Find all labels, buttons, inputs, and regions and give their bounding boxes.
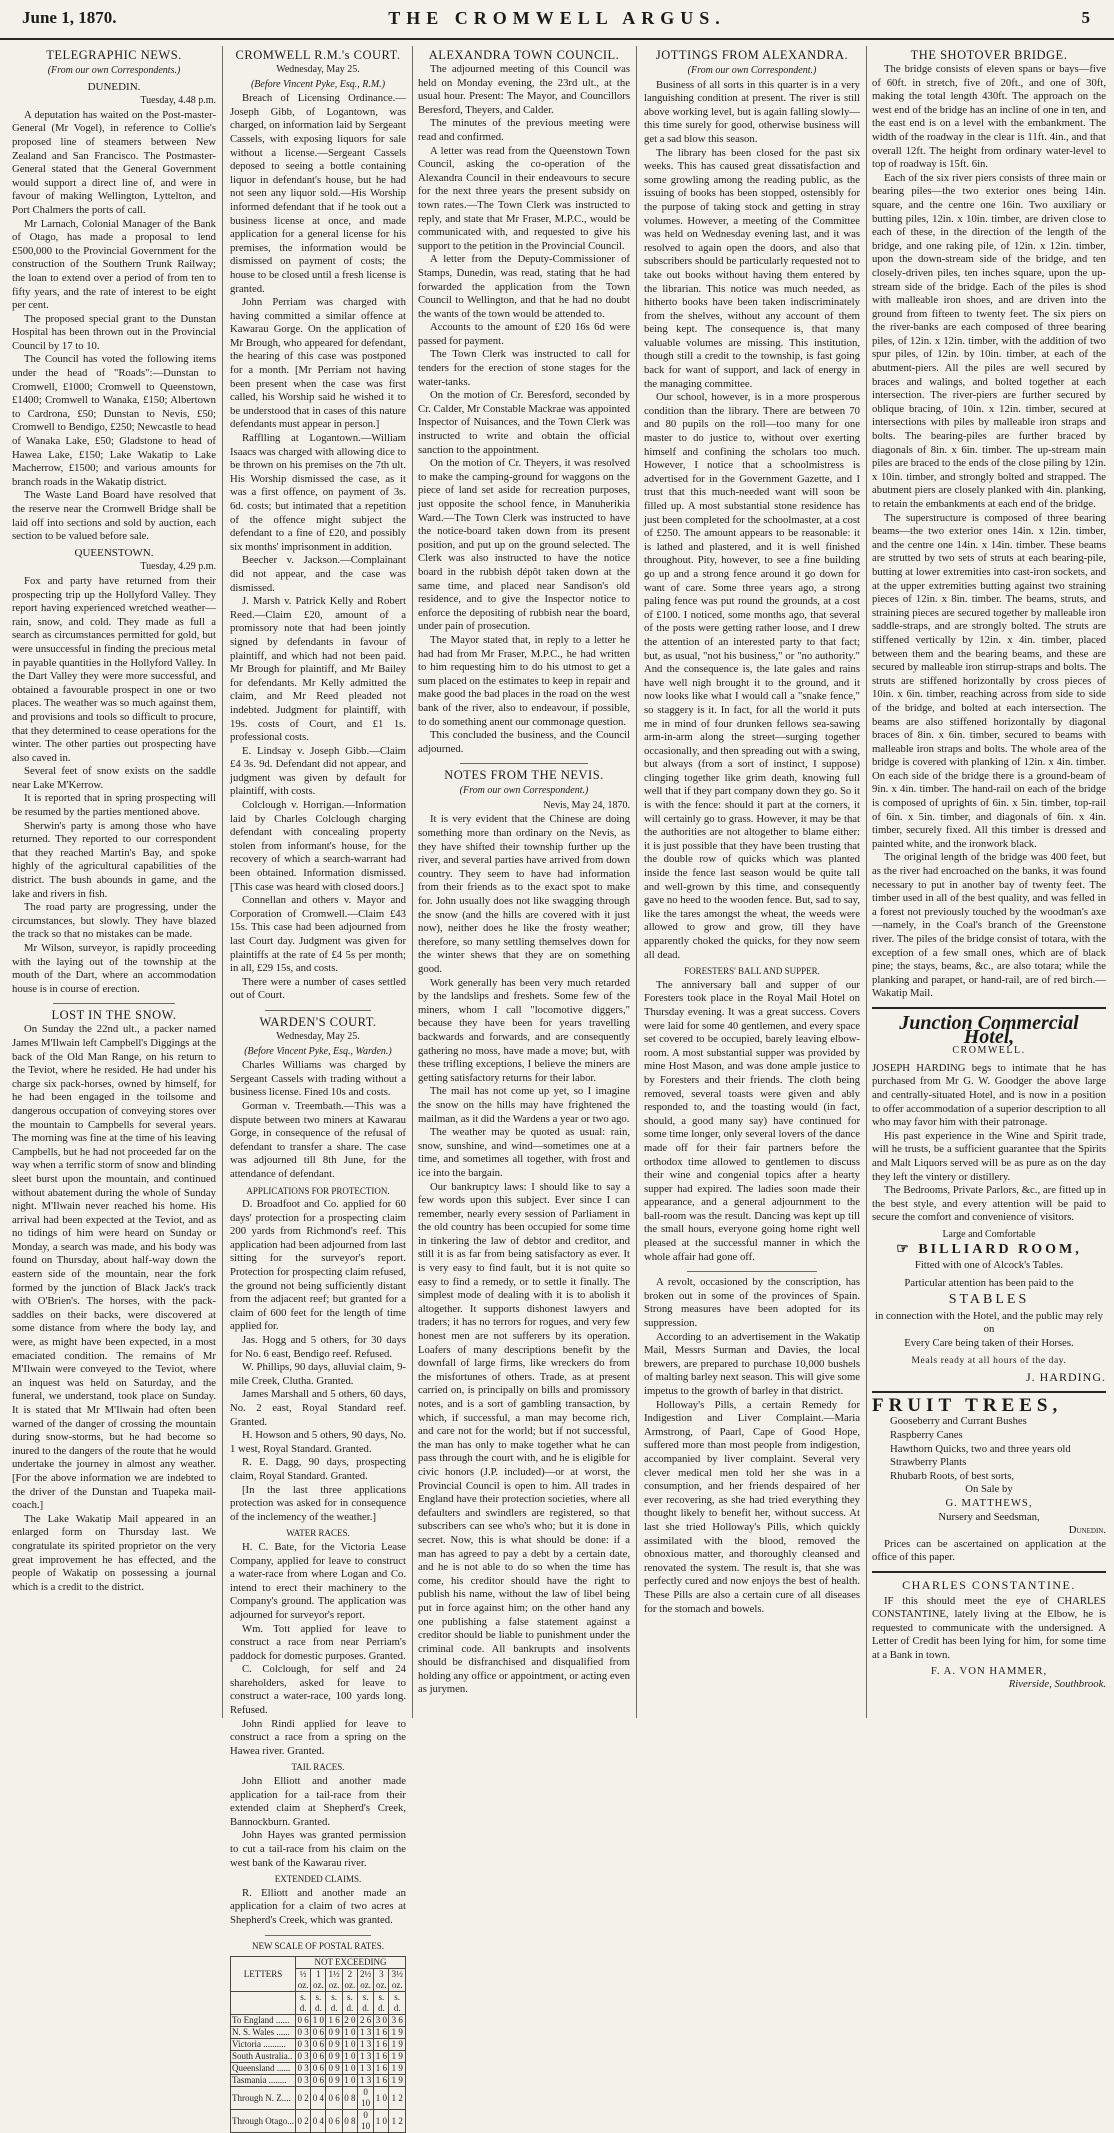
article-paragraph: There were a number of cases settled out of Court. <box>230 975 406 1002</box>
article-paragraph: The road party are progressing, under the circumstances, but slowly. They have blazed the track so that no mistakes can be made. <box>12 901 216 941</box>
article-paragraph: H. C. Bate, for the Victoria Lease Company, applied for leave to construct a water-race from where Logan and Co. intend to erect their machinery to the Company's ground. The application was adjourned for surveyor's report. <box>230 1540 406 1621</box>
before-line: (Before Vincent Pyke, Esq., R.M.) <box>250 78 386 90</box>
rate-value: 0 3 <box>296 2027 311 2039</box>
rate-value: 0 6 <box>312 2075 324 2086</box>
rate-value: 0 6 <box>312 2039 324 2050</box>
rate-value: 1 9 <box>389 2027 406 2039</box>
section-title-shotover-bridge: THE SHOTOVER BRIDGE. <box>910 48 1068 62</box>
table-header: LETTERS <box>231 1957 296 1992</box>
article-paragraph: The proposed special grant to the Dunstan Hospital has been thrown out in the Provincial Council by 17 to 10. <box>12 312 216 352</box>
issue-date: June 1, 1870. <box>22 8 117 27</box>
article-paragraph: A letter was read from the Queenstown Town Council, asking the co-operation of the Alexandra Council in their endeavours to secure for the next three years the present subsidy on town rates.—The Town Clerk was instructed to reply, and state that Mr Fraser, M.P.C., would be communicated with, and requested to give his support to the petition in the Provincial Council. <box>418 144 630 252</box>
rate-value: 1 9 <box>389 2039 406 2051</box>
rate-value: 2 0 <box>344 2015 356 2026</box>
column-1 <box>8 44 220 1720</box>
subheading: APPLICATIONS FOR PROTECTION. <box>246 1185 390 1196</box>
article-paragraph: H. Howson and 5 others, 90 days, No. 1 west, Royal Standard. Granted. <box>230 1429 406 1455</box>
article-paragraph: Breach of Licensing Ordinance.—Joseph Gibb, of Logantown, was charged, on information laid by Sergeant Cassels, with exposing liquors for sale without a license.—Sergeant Cassels deposed to seeing a bottle containing liquor in defendant's house, but he had not seen any liquor sold.—His Worship informed defendant that if he took out a business license at once, and made application for a general license for his premises, the information would be dismissed on payment of costs; the house to be closed until a fresh license is granted. <box>230 92 406 295</box>
rate-destination: Queensland ...... <box>231 2063 296 2075</box>
rate-value: 0 9 <box>326 2075 343 2087</box>
article-paragraph: Mr Wilson, surveyor, is rapidly proceeding with the laying out of the township at the mouth of the Dart, where an accommodation house is in course of erection. <box>12 942 216 995</box>
table-cell <box>231 1992 296 2015</box>
dateline-place: DUNEDIN. <box>87 80 141 93</box>
article-paragraph: Charles Williams was charged by Sergeant Cassels with trading without a business license. Fined 10s and costs. <box>230 1059 406 1099</box>
article-paragraph: John Elliott and another made application for a tail-race from their extended claim at Shepherd's Creek, Bannockburn. Granted. <box>230 1775 406 1828</box>
table-row <box>231 2015 406 2027</box>
article-paragraph: D. Broadfoot and Co. applied for 60 days' protection for a prospecting claim 200 yards from Richmond's reef. This application had been adjourned from last sitting for the surveyor's report. Protection for prospecting claim refused, the ground not being sufficiently distant from the adjacent reef; but granted for a claim of 600 feet for the length of time applied for. <box>230 1198 406 1333</box>
rate-value: 1 0 <box>344 2063 356 2074</box>
rate-value: 0 6 <box>312 2051 324 2062</box>
rate-value: 1 0 <box>374 2110 389 2133</box>
column-rule <box>636 46 637 1718</box>
article-paragraph: The Council has voted the following items under the head of "Roads":—Dunstan to Cromwell, £1000; Cromwell to Queenstown, £1400; Cromwell to Wanaka, £150; Albertown to Cardrona, £50; Dunstan to Nevis, £50; Cromwell to Bendigo, £250; Newcastle to head of Wanaka Lake, £50; Gladstone to head of Hawea Lake, £150; Lake Wakatip to Lake Macherrow, £1500; and various amounts for branch roads in the Wakatip district. <box>12 353 216 488</box>
rate-value: 0 9 <box>326 2039 343 2051</box>
table-row <box>231 2039 406 2051</box>
subheading: WATER RACES. <box>286 1528 350 1539</box>
rate-value: 1 2 <box>389 2110 406 2133</box>
rate-value: 1 0 <box>374 2087 389 2110</box>
article-paragraph: On the motion of Cr. Theyers, it was resolved to make the camping-ground for waggons on the piece of land set aside for recreation purposes, just opposite the school fence, in Manuherikia Ward.—The Town Clerk was instructed to have the notice-board taken down from its present position, and put up on the ground selected. The Clerk was also instructed to have the notice board in the rubbish dépôt taken down at the same time, and placed near Sandison's old residence, and to give the Inspector notice to enforce the depositing of rubbish near the board, under pain of prosecution. <box>418 457 630 633</box>
article-paragraph: Work generally has been very much retarded by the landslips and freshets. Some few of the miners, whom I call "locomotive diggers," because they have been for years travelling backwards and forwards, and are consequently gathering no moss, have made a move; but, with these trifling exceptions, I believe the miners are getting satisfactory returns for their labor. <box>418 976 630 1084</box>
dateline-time: Tuesday, 4.48 p.m. <box>140 95 216 107</box>
rate-destination: Through N. Z.... <box>231 2087 296 2110</box>
article-paragraph: Gorman v. Treembath.—This was a dispute between two miners at Kawarau Gorge, in consequence of the refusal of defendant to transfer a share. The case was adjourned till 8th June, for the attendance of defendant. <box>230 1099 406 1180</box>
dateline-time: Tuesday, 4.29 p.m. <box>140 561 216 573</box>
rate-value: 0 4 <box>311 2087 326 2110</box>
rate-destination: Through Otago... <box>231 2110 296 2133</box>
rate-value: 1 6 <box>375 2027 388 2038</box>
subheading: FORESTERS' BALL AND SUPPER. <box>684 966 820 977</box>
byline: (From our own Correspondent.) <box>687 65 817 76</box>
rate-destination: Tasmania ........ <box>231 2075 296 2087</box>
advert-paragraph: His past experience in the Wine and Spirit trade, will he trusts, be a sufficient guarantee that the Spirits and Malt Liquors served will be as pure as on the day they left the vintery or distillery. <box>872 1129 1106 1183</box>
article-paragraph: James Marshall and 5 others, 60 days, No. 2 east, Royal Standard reef. Granted. <box>230 1388 406 1428</box>
divider <box>265 1010 371 1011</box>
unit-cell: s. d. <box>357 1992 374 2015</box>
postal-rates-rows <box>231 1992 406 2133</box>
column-rule <box>222 46 223 1718</box>
article-paragraph: Accounts to the amount of £20 16s 6d were passed for payment. <box>418 321 630 347</box>
table-row <box>231 2075 406 2087</box>
table-row <box>231 2051 406 2063</box>
list-item: Strawberry Plants <box>890 1456 967 1469</box>
list-item: Hawthorn Quicks, two and three years old <box>890 1442 1071 1455</box>
column-4 <box>640 44 864 1720</box>
unit-cell: s. d. <box>389 1992 406 2015</box>
section-title-telegraphic: TELEGRAPHIC NEWS. <box>46 48 182 62</box>
table-row <box>231 2087 406 2110</box>
article-paragraph: This concluded the business, and the Council adjourned. <box>418 729 630 755</box>
rate-value: 1 6 <box>375 2063 388 2074</box>
advert-line: On Sale by <box>965 1483 1013 1496</box>
advert-rule <box>872 1007 1106 1009</box>
rate-value: 0 9 <box>326 2051 343 2063</box>
rate-value: 1 9 <box>389 2075 406 2087</box>
rate-value: 1 3 <box>357 2039 374 2051</box>
article-paragraph: The minutes of the previous meeting were read and confirmed. <box>418 117 630 143</box>
article-paragraph: Rafflling at Logantown.—William Isaacs was charged with allowing dice to be thrown on his premises on the 7th ult. His Worship dismissed the case, as it was a first offence, on payment of 3s. 6d. costs; but intimated that a repetition of the offence might subject the defendant to a fine of £20, and possibly six months' imprisonment in addition. <box>230 432 406 553</box>
unit-cell: s. d. <box>311 1992 326 2015</box>
postal-rates-title: NEW SCALE OF POSTAL RATES. <box>251 1940 385 1951</box>
byline: (From our own Correspondent.) <box>459 785 589 797</box>
article-paragraph: The bridge consists of eleven spans or bays—five of 60ft. in stretch, five of 20ft., and one of 30ft, making the total length 430ft. The approach on the west end of the bridge has an incline of one in ten, and the east end is on a level with the embankment. The width of the roadway in the clear is 11ft. 4in., and that overall 12ft. The height from ordinary water-level to top of roadway is 15ft. 6in. <box>872 63 1106 171</box>
article-paragraph: On the motion of Cr. Beresford, seconded by Cr. Calder, Mr Constable Mackrae was appointed Inspector of Nuisances, and the Town Clerk was instructed to write and obtain the official sanction to the appointment. <box>418 389 630 456</box>
rate-value: 1 6 <box>375 2051 388 2062</box>
advert-signature: J. HARDING. <box>1026 1370 1106 1385</box>
table-header: ½ oz. <box>296 1969 311 1992</box>
rate-value: 0 2 <box>296 2110 311 2133</box>
article-paragraph: R. E. Dagg, 90 days, prospecting claim, Royal Standard. Granted. <box>230 1456 406 1482</box>
unit-cell: s. d. <box>296 1992 311 2015</box>
column-5 <box>868 44 1110 1720</box>
article-paragraph: R. Elliott and another made an application for a claim of two acres at Shepherd's Creek, which was granted. <box>230 1886 406 1926</box>
rate-value: 0 6 <box>312 2027 324 2038</box>
rate-value: 1 2 <box>389 2087 406 2110</box>
rate-value: 1 0 <box>344 2027 356 2038</box>
article-paragraph: [In the last three applications protection was asked for in consequence of the inclemency of the weather.] <box>230 1483 406 1523</box>
dateline: Wednesday, May 25. <box>276 1030 360 1042</box>
rate-value: 0 8 <box>342 2110 357 2133</box>
before-line: (Before Vincent Pyke, Esq., Warden.) <box>244 1045 392 1057</box>
rate-value: 3 0 <box>375 2015 388 2026</box>
rate-value: 0 8 <box>342 2087 357 2110</box>
divider <box>53 1003 175 1004</box>
article-paragraph: A revolt, occasioned by the conscription, has broken out in some of the provinces of Spain. Strong measures have been adopted for its suppression. <box>644 1276 860 1330</box>
subheading: EXTENDED CLAIMS. <box>274 1874 362 1885</box>
article-paragraph: C. Colclough, for self and 24 shareholders, asked for leave to construct a water-race, 100 yards long. Refused. <box>230 1663 406 1717</box>
article-paragraph: Colclough v. Horrigan.—Information laid by Charles Colclough charging defendant with concealing property stolen from informant's house, for the recovery of which a search-warrant had been obtained. Information dismissed. [This case was heard with closed doors.] <box>230 799 406 893</box>
article-paragraph: The anniversary ball and supper of our Foresters took place in the Royal Mail Hotel on Thursday evening. It was a great success. Covers were laid for some 40 gentlemen, and every space set covered to be occupied, barely leaving elbow-room. A most substantial supper was provided by mine Host Mason, and was done ample justice to by Foresters and their friends. The cloth being removed, several toasts were given and ably responded to, and the toasting would (in fact, should, a good many say) have continued for some time longer, only several lovers of the dance made off for their fair partners before the orthodox time allowed to gentlemen to discuss their wine and congenial topics after a hearty supper had expired. The ladies soon made their appearance, and a general adjournment to the ball-room was the result. Dancing was kept up till the small hours, everyone going home right well pleased at the successful manner in which the whole affair had gone off. <box>644 978 860 1263</box>
list-item: Gooseberry and Currant Bushes <box>890 1415 1027 1428</box>
rate-value: 0 9 <box>326 2063 343 2075</box>
section-title-wardens-court: WARDEN'S COURT. <box>259 1014 377 1029</box>
rate-value: 1 3 <box>357 2075 374 2087</box>
subheading: TAIL RACES. <box>291 1762 345 1773</box>
article-paragraph: John Perriam was charged with having committed a similar offence at Kawarau Gorge. On the application of Mr Brough, who appeared for defendant, the hearing of this case was postponed for a month. [Mr Perriam not having been present when the case was first called, his Worship said he wished it to be understood that in cases of this nature defendants must appear in person.] <box>230 296 406 431</box>
rate-value: 0 4 <box>311 2110 326 2133</box>
article-paragraph: Sherwin's party is among those who have returned. They reported to our correspondent that they reached Martin's Bay, and spoke highly of the agricultural capabilities of the district. The bush abounds in game, and the lake and rivers in fish. <box>12 819 216 900</box>
rate-value: 1 0 <box>344 2039 356 2050</box>
article-paragraph: Business of all sorts in this quarter is in a very languishing condition at present. The river is still above working level, but is again falling slowly—this time surely for good, otherwise business will get a sad blow this season. <box>644 78 860 145</box>
article-paragraph: E. Lindsay v. Joseph Gibb.—Claim £4 3s. 9d. Defendant did not appear, and judgment was given by default for plaintiff, with costs. <box>230 744 406 798</box>
article-paragraph: Each of the six river piers consists of three main or bearing piles—the two exterior ones being 14in. square, and the centre one 16in. Two auxiliary or butting piles, 12in. x 10in. timber, are driven close to each of these, in the direction of the length of the bridge, and one raking pile, of 12in. x 12in. timber, upon the down-stream side of the bridge, and ten closely-driven piles, ten inches square, upon the up-stream side of the bridge. Each of the piles is shod with malleable iron shoes, and are driven into the ground from fifteen to twenty feet. The six piers on the river-banks are each composed of three bearing piles, of 12in. x 12in. timber, with the addition of two spur piles, of 12in. by 10in. timber, at each of the abutment-piers. All the piles are well secured by braces and walings, and bolted together at each intersection. The river-piers are further secured by oblique bracing, of 10in. x 12in. timber, secured at intersections with piles by malleable iron straps and bolts. The bearing-piles are further braced by diagonals of 8in. x 6in. timber. The up-stream main piles are braced to the ends of the close piling by 12in. x 10in. timber, and strongly bolted and strapped. The abutment piers are closely planked with 4in. planking, to retain the embankments at each end of the bridge. <box>872 171 1106 510</box>
table-row <box>231 2110 406 2133</box>
advert-rule <box>872 1571 1106 1573</box>
advert-signature: F. A. VON HAMMER, <box>930 1664 1048 1677</box>
advert-paragraph: The Bedrooms, Private Parlors, &c., are fitted up in the best style, and every attention will be paid to secure the comfort and convenience of visitors. <box>872 1184 1106 1224</box>
article-paragraph: The adjourned meeting of this Council was held on Monday evening, the 23rd ult., at the usual hour. Present: The Mayor, and Councillors Beresford, Theyers, and Calder. <box>418 63 630 116</box>
article-paragraph: Fox and party have returned from their prospecting trip up the Hollyford Valley. They report having experienced wretched weather—rain, snow, and cold. They made as full a search as circumstances permitted for gold, but were unsuccessful in finding the precious metal in payable quantities in the Hollyford Valley. In the Dart Valley they were more successful, and obtained a favourable prospect in one or two places. The weather was so much against them, and provisions and tools so difficult to procure, that they determined to cease operations for the winter. The other parties out prospecting have also caved in. <box>12 574 216 764</box>
table-row <box>231 1992 406 2015</box>
table-header: 3½ oz. <box>389 1969 406 1992</box>
rate-value: 1 3 <box>357 2051 374 2063</box>
table-header: 1½ oz. <box>326 1969 343 1992</box>
article-paragraph: A letter from the Deputy-Commissioner of Stamps, Dunedin, was read, stating that he had forwarded the application from the Town Council to Wellington, and that he had no doubt the wants of the town would be attended to. <box>418 253 630 320</box>
advert-line: Fitted with one of Alcock's Tables. <box>914 1259 1064 1272</box>
rate-value: 2 6 <box>357 2015 374 2027</box>
byline: (From our own Correspondents.) <box>47 65 181 76</box>
column-2 <box>226 44 410 2132</box>
advert-place: Riverside, Southbrook. <box>1008 1678 1106 1691</box>
table-row <box>231 2063 406 2075</box>
advert-place: Dunedin. <box>1068 1524 1106 1537</box>
list-item: Raspberry Canes <box>890 1429 963 1441</box>
rate-value: 0 9 <box>326 2027 343 2039</box>
advert-line: Every Care being taken of their Horses. <box>904 1337 1074 1350</box>
dateline-place: QUEENSTOWN. <box>74 546 154 559</box>
article-paragraph: The superstructure is composed of three bearing beams—the two exterior ones 14in. x 12in. timber, and the centre one 14in. x 14in. timber. These beams are strutted by two sets of struts at each bearing-pile, butting at lower extremities into cast-iron sockets, and at the upper extremities butting against two straining pieces of 12in. x 8in. timber. The beams, struts, and straining pieces are secured together by malleable iron saddle-straps, and are strongly bolted. The struts are stiffened vertically by 12in. x 4in. timber, placed between them and the bearing beams, and these are secured by malleable iron stirrup-straps and bolts. The struts are stiffened horizontally by cross pieces of 10in. x 6in. timber, reaching across from side to side of the bridge, and bolted at each intersection. The beams are also stiffened horizontally by diagonal braces of 8in. x 6in. timber, secured to beams with malleable iron straps and bolts. The whole area of the bridge is covered with planking of 12in. x 4in. timber. On each side of the bridge there is a ground-beam of 9in. x 4in. timber. The hand-rail on each of the bridge is composed of uprights of 6in. x 5in. timber, top-rail of 6in. x 5in. timber, and diagonals of 6in. x 4in. timber, securely fixed. All this timber is dressed and painted white, and the ironwork black. <box>872 511 1106 850</box>
unit-cell: s. d. <box>342 1992 357 2015</box>
rate-destination: N. S. Wales ...... <box>231 2027 296 2039</box>
column-3 <box>414 44 634 1720</box>
pointing-hand-icon: ☞ <box>896 1242 919 1258</box>
rate-value: 0 10 <box>357 2110 374 2133</box>
article-paragraph: The Waste Land Board have resolved that the reserve near the Cromwell Bridge shall be laid off into sections and sold by auction, each section to be valued before sale. <box>12 489 216 543</box>
article-paragraph: The Town Clerk was instructed to call for tenders for the erection of stone stages for the water-tanks. <box>418 348 630 388</box>
article-paragraph: The library has been closed for the past six weeks. This has caused great dissatisfaction and some growling among the reading public, as the issuing of books has been stopped, ostensibly for the purpose of taking stock and getting in stray volumes. However, a meeting of the Committee was held on Wednesday evening last, and it was resolved to again open the doors, and also that subscribers should be particularly requested not to take out books without having them entered by the librarian. This notice was much needed, as hitherto books have been taken indiscriminately from the shelves, without any account of them being kept. The consequence is, that many valuable volumes are missing. This institution, though still a credit to the township, is fast going back for want of support, and lack of energy in the managing committee. <box>644 146 860 390</box>
advert-constantine-title: CHARLES CONSTANTINE. <box>902 1577 1076 1592</box>
advert-line: in connection with the Hotel, and the public may rely on <box>875 1309 1103 1336</box>
table-header: NOT EXCEEDING <box>296 1957 406 1969</box>
article-paragraph: Connellan and others v. Mayor and Corporation of Cromwell.—Claim £43 15s. This case had been adjourned from last Court day. Judgment was given for plaintiffs at the rate of £4 5s per month; in all, £29 15s, and costs. <box>230 894 406 975</box>
rate-value: 1 3 <box>357 2027 374 2039</box>
column-rule <box>866 46 867 1718</box>
dateline: Nevis, May 24, 1870. <box>543 799 630 811</box>
article-paragraph: Our school, however, is in a more prosperous condition than the library. There are between 70 and 80 pupils on the roll—too many for one master to do justice to, without over exerting himself and confining the scholars too much. However, I notice that a schoolmistress is advertised for in the Government Gazette, and I trust that this much-needed want will soon be filled up. A most substantial stone residence has just been completed for the schoolmaster, at a cost of £250. The amount appears to be reasonable: it is lathed and plastered, and it is well finished throughout. Pity, however, to see a fine building go up and a strong fence around it go down for want of care. Some three years ago, a strong paling fence was put round the grounds, at a cost of £100. I noticed, some months ago, that several of the posts were getting rather loose, and I drew the attention of an interested party to that fact; but, as usual, "not his business," or "no authority." And the consequence is, the late gales and rains have well nigh brought it to the ground, and it now looks like what I would call a "snake fence," so staggery is it. In fact, for all the world it puts me in mind of four drunken fellows sea-sawing arm-in-arm along the street—surging together occasionally, and then spreading out with a swing, but always (from a sort of instinct, I suppose) clinging together like grim death, knowing full well that if they part company down they go. So it is with the fence: should it part at the corners, it will certainly go to grass. However, it may be that the authorities are not altogether to blame either: it is just possible that they have been trusting that the double row of quicks which was planted inside the fence last season would be quite tall and well-grown by this time, and consequently gave no heed to the wooden fence. But, sad to say, like the tares amongst the wheat, the weeds were allowed to grow and grow, till they have apparently choked the quicks, for they now seem all dead. <box>644 391 860 961</box>
advert-name: G. MATTHEWS, <box>945 1496 1033 1509</box>
rate-destination: To England ...... <box>231 2015 296 2027</box>
rate-value: 0 6 <box>326 2087 343 2110</box>
page-number: 5 <box>1081 8 1090 27</box>
list-item: Rhubarb Roots, of best sorts, <box>890 1469 1015 1482</box>
article-paragraph: The Mayor stated that, in reply to a letter he had had from Mr Fraser, M.P.C., he had written to him requesting him to do his utmost to get a sum placed on the estimates to keep in repair and make good the bad places in the road on the west bank of the river, also to endeavour, if possible, to do something anent our commonage question. <box>418 633 630 728</box>
table-header: 2½ oz. <box>357 1969 374 1992</box>
advert-line: Particular attention has been paid to the <box>904 1276 1074 1289</box>
advert-rule <box>872 1391 1106 1393</box>
unit-cell: s. d. <box>326 1992 343 2015</box>
rate-value: 0 3 <box>296 2051 311 2063</box>
rate-value: 1 0 <box>312 2015 324 2026</box>
article-paragraph: On Sunday the 22nd ult., a packer named James M'Ilwain left Campbell's Diggings at the back of the Old Man Range, on his return to the Teviot, where he resided. He had under his charge six pack-horses, owned by himself, for he had been engaged in the toilsome and dangerous occupation of conveying stores over the mountain to Campbells for several years. The morning was fine at the time of his leaving Campbells, but he had not proceeded far on the way when a terrific storm of snow and blinding sleet burst upon the mountain, and continued without abatement during the whole of Sunday night. M'Ilwain never reached his home. His arrival had been expected at the Teviot, and as no tidings of him were heard on Sunday or Monday, a search was made, and his body was found on Thursday, about half-way down the eastern side of the mountain, near the fork formed by the junction of Black Jack's track with O'Brien's. The horses, with the pack-saddles on their backs, were discovered at some distance from where the body lay, and were, as might have been expected, in a most emaciated condition. The remains of Mr M'Ilwain were conveyed to the Teviot, where an inquest was held on Saturday, and the funeral, we understand, took place on Sunday. It is stated that Mr M'Ilwain had often been warned of the danger of crossing the mountain during snow-storms, but he had become so inured to the dangers of the route that he would undertake the journey in almost any weather. [For the above information we are indebted to the driver of the Dunstan and Tuapeka mail-coach.] <box>12 1023 216 1512</box>
rate-value: 1 0 <box>344 2075 356 2086</box>
article-paragraph: It is very evident that the Chinese are doing something more than ordinary on the Nevis, as they have shifted their township further up the river, and several parties have arrived from down country. They seem to have had information from their friends as to the exact spot to make for. John usually does not like swagging through the snow (and the hills are covered with it just now), neither does he like the frosty weather; therefore, so many settling themselves down for the winter shews that they are on something good. <box>418 813 630 975</box>
article-paragraph: The weather may be quoted as usual: rain, snow, sunshine, and wind—sometimes one at a time, and sometimes all together, with frost and ice into the bargain. <box>418 1126 630 1179</box>
article-paragraph: J. Marsh v. Patrick Kelly and Robert Reed.—Claim £20, amount of a promissory note that had been jointly signed by defendants in favour of plaintiff, and which had not been paid. Mr Brough for plaintiff, and Mr Bailey for defendants. Mr Kelly admitted the claim, and Mr Reed pleaded not indebted. Judgment for plaintiff, with 19s. costs of Court, and £1 1s. professional costs. <box>230 595 406 744</box>
article-paragraph: Holloway's Pills, a certain Remedy for Indigestion and Liver Complaint.—Maria Armstrong, of Paarl, Cape of Good Hope, suffered more than most people from indigestion, accompanied by liver complaint. Several very clever medical men told her she was in a consumption, and her friends despaired of her ever recovering, as she had tried everything they thought likely to benefit her, without success. At last she tried Holloway's Pills, which quickly assimilated with the blood, removed the obnoxious matter, and thoroughly cleansed and renovated the system. The result is, that she was perfectly cured and now enjoys the best of health. These Pills are also a certain cure of all diseases for the stomach and bowels. <box>644 1398 860 1615</box>
advert-hotel-title: Junction Commercial Hotel, <box>899 1011 1079 1048</box>
table-row <box>231 2027 406 2039</box>
section-title-alexandra-council: ALEXANDRA TOWN COUNCIL. <box>428 48 620 62</box>
article-paragraph: Our bankruptcy laws: I should like to say a few words upon this subject. Ever since I can remember, nearly every session of Parliament in the old country has been occupied for some time in tinkering the law of debtor and creditor, and still it is as far from being satisfactory as ever. It is very easy to find fault, but it is not quite so easy to find a remedy, or to settle it finally. The simplest mode of dealing with it is to abolish it altogether. It supports dishonest lawyers and traders; it has no terrors for rogues, and very few honest men are not sufferers by its operation. Loafers of many descriptions benefit by the downfall of large firms, like wreckers do from the misfortunes of others. Trade, as at present carried on, is principally on bills and promissory notes, and is a sort of gambling transaction, by which, if successful, a man may become rich, and care not for the world; but if not successful, the man has only to make together what he can pass through the court with, and he is eligible for civic honors (J.P. included)—or at worst, the Provincial Council is open to him. All trades in England have their protection societies, where all defaulters and swindlers are registered, so that subscribers can see who's who; but it is done in secret. Now, this is what should be done: if a man has agreed to pay a debt by a certain date, and he is not able to do so when the time has come, his creditor should have the right to publish his name, without the law of libel being put in force against him; on the other hand any one publishing a false statement against a creditor should be liable to punishment under the criminal code. All bankrupts and insolvents should be disfranchised and disqualified from holding any office or appointment, or acting even as jurymen. <box>418 1180 630 1696</box>
rate-value: 1 6 <box>326 2015 343 2027</box>
advert-paragraph: JOSEPH HARDING begs to intimate that he has purchased from Mr G. W. Goodger the above large and centrally-situated Hotel, and is now in a position to offer accommodation of a superior description to all who may favor him with their patronage. <box>872 1061 1106 1129</box>
rate-value: 0 3 <box>296 2039 311 2051</box>
article-paragraph: It is reported that in spring prospecting will be resumed by the parties mentioned above. <box>12 792 216 819</box>
column-rule <box>412 46 413 1718</box>
rate-value: 1 6 <box>375 2039 388 2050</box>
article-paragraph: Beecher v. Jackson.—Complainant did not appear, and the case was dismissed. <box>230 554 406 594</box>
advert-paragraph: Prices can be ascertained on application at the office of this paper. <box>872 1537 1106 1564</box>
divider <box>265 1935 371 1936</box>
rate-value: 0 6 <box>296 2015 311 2027</box>
masthead <box>0 0 1114 40</box>
table-header: 2 oz. <box>342 1969 357 1992</box>
unit-cell: s. d. <box>374 1992 389 2015</box>
article-paragraph: The original length of the bridge was 400 feet, but as the river had encroached on the banks, it was found necessary to put in another bay of twenty feet. The timber used in all of the best quality, and was felled in a forest not previously touched by the woodman's axe—namely, in the Coal's branch of the Greenstone river. The piles of the bridge consist of totara, with the exception of a few small ones, which are of black pine; the stays, beams, &c., are also totara; while the planking and parapet, or hand-rail, are of red birch.—Wakatip Mail. <box>872 851 1106 1000</box>
stables-heading: STABLES <box>948 1292 1030 1308</box>
dateline: Wednesday, May 25. <box>276 64 360 75</box>
advert-line: Meals ready at all hours of the day. <box>911 1355 1067 1366</box>
rate-value: 0 3 <box>296 2063 311 2075</box>
article-paragraph: A deputation has waited on the Post-master-General (Mr Vogel), in reference to Collie's proposed line of steamers between New Zealand and San Francisco. The Postmaster-General stated that the General Government would support a direct line of, and were in favour of making Wellington, Lyttelton, and Port Chalmers the ports of call. <box>12 108 216 216</box>
rate-value: 1 9 <box>389 2063 406 2075</box>
rate-value: 3 6 <box>389 2015 406 2027</box>
advert-line: Nursery and Seedsman, <box>938 1510 1040 1523</box>
advert-paragraph: IF this should meet the eye of CHARLES CONSTANTINE, lately living at the Elbow, he is requested to communicate with the undersigned. A Letter of Credit has been lying for him, for some time at a Bank in town. <box>872 1594 1106 1661</box>
article-paragraph: The Lake Wakatip Mail appeared in an enlarged form on Thursday last. We congratulate its spirited proprietor on the very great improvement he has effected, and the people of Wakatip on possessing a journal which is a credit to the district. <box>12 1512 216 1593</box>
rate-value: 1 0 <box>344 2051 356 2062</box>
article-paragraph: Mr Larnach, Colonial Manager of the Bank of Otago, has made a proposal to lend £500,000 to the Provincial Government for the construction of the Southern Trunk Railway; the loan to extend over a period of from ten to fifty years, and the rate of interest to be eight per cent. <box>12 217 216 312</box>
article-paragraph: Several feet of snow exists on the saddle near Lake M'Kerrow. <box>12 765 216 791</box>
table-header: 3 oz. <box>374 1969 389 1992</box>
advert-hotel-place: CROMWELL. <box>952 1045 1026 1057</box>
rate-value: 1 9 <box>389 2051 406 2063</box>
advert-fruit-title: FRUIT TREES, <box>872 1394 1063 1416</box>
rate-value: 1 6 <box>375 2075 388 2086</box>
article-paragraph: John Hayes was granted permission to cut a tail-race from his claim on the west bank of the Kawarau river. <box>230 1829 406 1869</box>
rate-destination: Victoria .......... <box>231 2039 296 2051</box>
rate-value: 0 6 <box>326 2110 343 2133</box>
article-paragraph: W. Phillips, 90 days, alluvial claim, 9-mile Creek, Clutha. Granted. <box>230 1361 406 1387</box>
rate-value: 0 2 <box>296 2087 311 2110</box>
rate-value: 1 3 <box>357 2063 374 2075</box>
divider <box>460 763 587 764</box>
article-paragraph: Wm. Tott applied for leave to construct a race from near Perriam's paddock for domestic purposes. Granted. <box>230 1622 406 1662</box>
postal-rates-table <box>230 1956 406 2133</box>
rate-destination: South Australia.. <box>231 2051 296 2063</box>
article-paragraph: Jas. Hogg and 5 others, for 30 days for No. 6 east, Bendigo reef. Refused. <box>230 1334 406 1360</box>
rate-value: 0 6 <box>312 2063 324 2074</box>
newspaper-title: THE CROMWELL ARGUS. <box>388 8 726 28</box>
table-header: 1 oz. <box>311 1969 326 1992</box>
article-paragraph: The mail has not come up yet, so I imagine the snow on the hills may have frightened the mailman, as it did the Wardens a year or two ago. <box>418 1085 630 1125</box>
section-title-rm-court: CROMWELL R.M.'s COURT. <box>235 48 401 62</box>
section-title-lost-in-snow: LOST IN THE SNOW. <box>51 1008 177 1023</box>
rate-value: 0 3 <box>296 2075 311 2087</box>
section-title-jottings: JOTTINGS FROM ALEXANDRA. <box>655 48 849 62</box>
section-title-nevis: NOTES FROM THE NEVIS. <box>444 768 604 783</box>
advert-line: Large and Comfortable <box>942 1228 1036 1240</box>
billiard-room-heading <box>872 1243 1106 1257</box>
billiard-room-label: BILLIARD ROOM, <box>918 1242 1082 1258</box>
article-paragraph: John Rindi applied for leave to construct a race from a spring on the Hawea river. Granted. <box>230 1717 406 1757</box>
article-paragraph: According to an advertisement in the Wakatip Mail, Messrs Surman and Davies, the local brewers, are prepared to purchase 10,000 bushels of malting barley next season. This will give some impetus to the growth of barley in that district. <box>644 1330 860 1397</box>
rate-value: 0 10 <box>357 2087 374 2110</box>
divider <box>687 1271 817 1272</box>
